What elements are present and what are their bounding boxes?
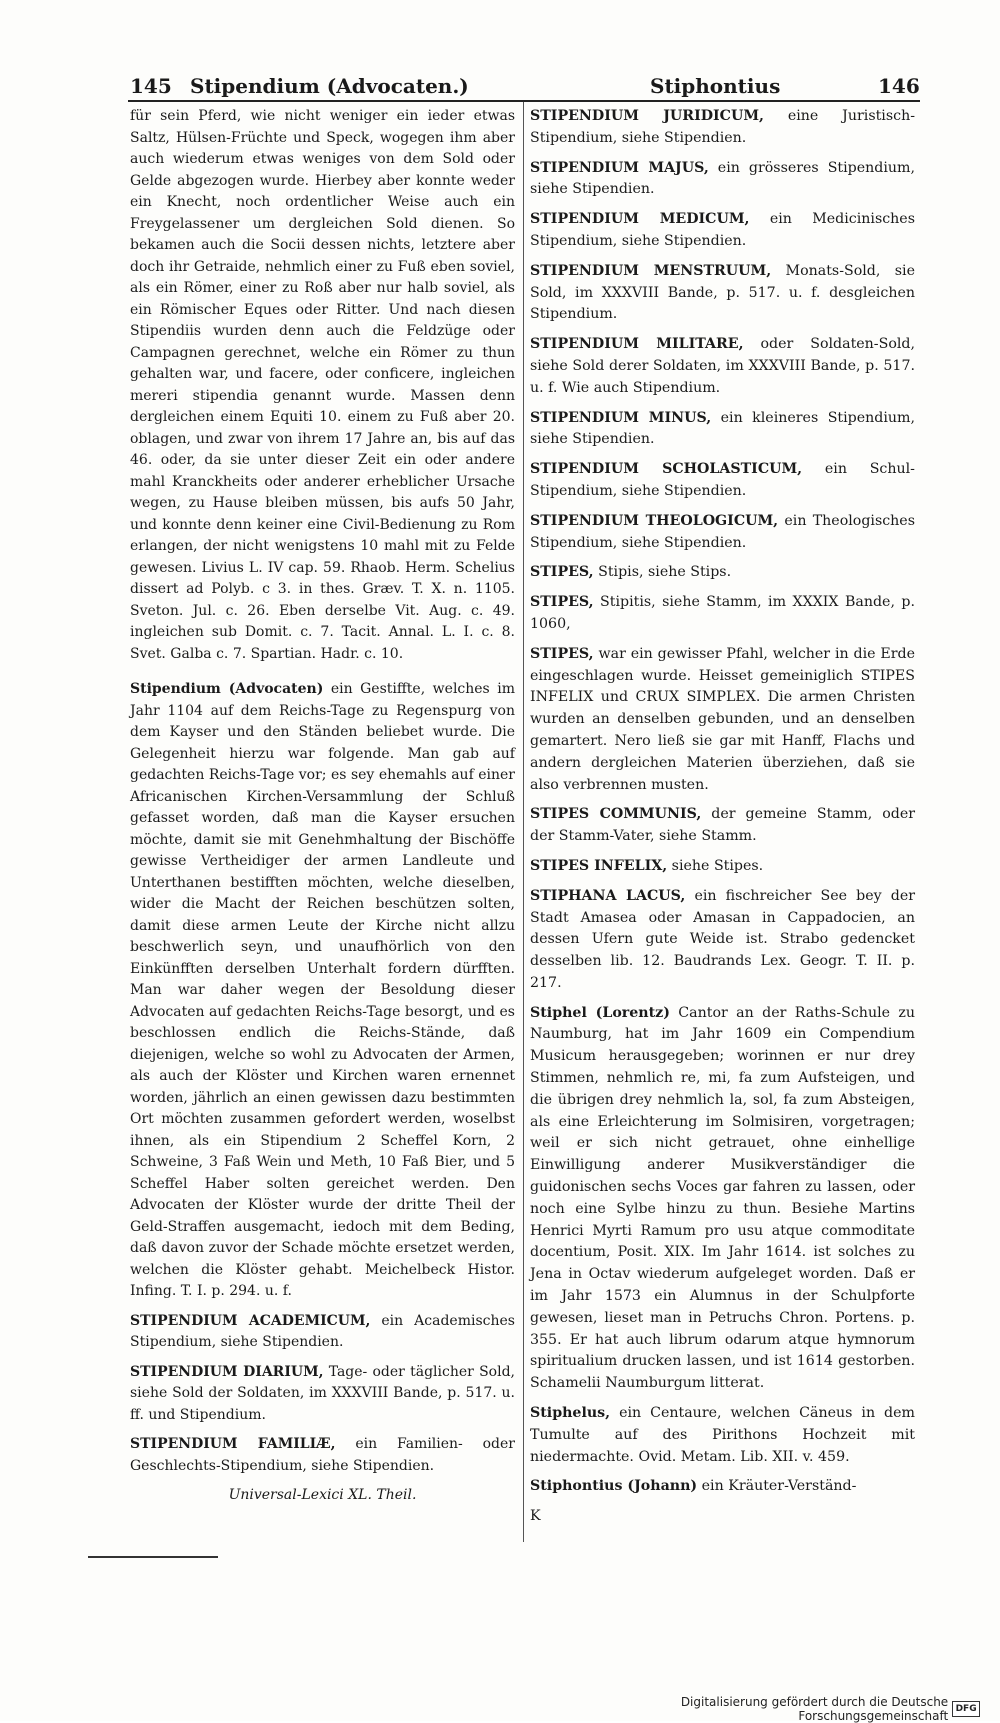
entry — [530, 592, 915, 636]
page-number-left: 145 — [130, 74, 172, 98]
catchword: K — [530, 1508, 541, 1525]
entry-head: STIPENDIUM MAJUS, — [530, 159, 709, 176]
entry-text: ein Academisches Stipendium, siehe Stipendien. — [130, 1312, 515, 1350]
entry-text: Cantor an der Raths-Schule zu Naumburg, hat im Jahr 1609 ein Compendium Musicum herausgegeben; worinnen er nur drey Stimmen, nehmlich re, mi, fa zum Aufsteigen, und die übrigen drey nehmlich la, sol, fa zum Absteigen, als eine Erleichterung im Solmisiren, vorgetragen; weil er sich nicht getrauet, ohne einhellige Einwilligung anderer Musikverständiger die guidonischen sechs Voces gar fahren zu lassen, oder noch eine Sylbe hinzu zu thun. Besiehe Martins Henrici Myrti Ramum pro usu atque commoditate docentium, Posit. XIX. Im Jahr 1614. ist solches zu Jena in Octav wiederum aufgeleget worden. Daß er im Jahr 1573 ein Alumnus in der Schulpforte gewesen, lieset man in Petruchs Chron. Portens. p. 355. Er hat auch librum odarum atque hymnorum spiritualium drucken lassen, und ist 1614 gestorben. Schamelii Naumburgum litterat. — [530, 1004, 915, 1392]
entry-text: ein Schul-Stipendium, siehe Stipendien. — [530, 461, 915, 499]
entry — [530, 459, 915, 503]
entry-head: STIPES COMMUNIS, — [530, 806, 702, 823]
entry-head: Stiphelus, — [530, 1405, 611, 1422]
entry-text: ein Gestiffte, welches im Jahr 1104 auf dem Reichs-Tage zu Regenspurg von dem Kayser und den Ständen beliebet wurde. Die Gelegenheit hierzu war folgende. Man gab auf gedachten Reichs-Tage vor; es sey ehemahls auf einer Africanischen Kirchen-Versammlung der Schluß gefasset worden, daß man die Kayser ersuchen möchte, damit sie mit Genehmhaltung der Bischöffe gewisse Vertheidiger der armen Landleute und Unterthanen bestifften möchten, welche dieselben, wider die Macht der Reichen beschützen solten, damit diese armen Leute der Kirche nicht allzu beschwerlich seyn, und unaufhörlich von den Einkünfften derselben Unterhalt fordern dürfften. Man war daher wegen der Besoldung dieser Advocaten auf gedachten Reichs-Tage besorgt, und es beschlossen endlich die Reichs-Stände, daß diejenigen, welche so wohl zu Advocaten der Armen, als auch der Klöster und Kirchen waren ernennet worden, jährlich an einen gewissen dazu bestimmten Ort möchten zusammen gefordert werden, woselbst ihnen, als ein Stipendium 2 Scheffel Korn, 2 Schweine, 3 Faß Wein und Meth, 10 Faß Bier, und 5 Scheffel Haber solten gereichet werden. Den Advocaten der Klöster wurde der dritte Theil der Geld-Straffen ausgemacht, iedoch mit dem Beding, daß davon zuvor der Schade möchte ersetzet werden, welchen die Klöster gehabt. Meichelbeck Histor. Infing. T. I. p. 294. u. f. — [130, 681, 515, 1299]
entry — [530, 562, 915, 584]
entry — [130, 1311, 515, 1354]
entry — [530, 856, 915, 878]
entry — [530, 209, 915, 253]
entry-head: STIPENDIUM ACADEMICUM, — [130, 1312, 371, 1329]
entry-text: ein grösseres Stipendium, siehe Stipendien. — [530, 159, 915, 198]
entry-text: ein Medicinisches Stipendium, siehe Stipendien. — [530, 211, 915, 249]
entry-head: STIPENDIUM SCHOLASTICUM, — [530, 461, 803, 478]
entry-head: STIPES INFELIX, — [530, 857, 668, 874]
entry — [530, 1403, 915, 1468]
entry — [530, 261, 915, 326]
entry-text: Monats-Sold, sie Sold, im XXXVIII Bande, p. 517. u. f. desgleichen Stipendium. — [530, 262, 915, 323]
credit-text: Digitalisierung gefördert durch die Deutsche Forschungsgemeinschaft — [680, 1695, 949, 1723]
right-column — [530, 106, 915, 1528]
entry-head: STIPENDIUM FAMILIÆ, — [130, 1436, 336, 1452]
entry — [530, 158, 915, 202]
continuation-text: für sein Pferd, wie nicht weniger ein ieder etwas Saltz, Hülsen-Früchte und Speck, wogegen ihm aber auch wiederum etwas weniges von dem Sold oder Gelde abgezogen wurde. Hierbey aber konnte weder ein Knecht, noch ordentlicher Weise auch ein Freygelassener um dergleichen Sold dienen. So bekamen auch die Socii dessen nichts, letztere aber doch ihr Getraide, nehmlich einer zu Fuß eben soviel, als ein Römer, einer zu Roß aber nur halb soviel, als ein Römischer Eques oder Ritter. Und nach diesen Stipendiis wurden denn auch die Feldzüge oder Campagnen gerechnet, welche ein Römer zu thun gehalten war, und facere, oder conficere, ingleichen mereri stipendia genannt wurde. Massen denn dergleichen einem Equiti 10. einem zu Fuß aber 20. oblagen, und zwar von ihrem 17 Jahre an, bis auf das 46. oder, da sie unter dieser Zeit ein oder andere mahl Kranckheits oder anderer erheblicher Ursache wegen, zu Hause bleiben müssen, bis aufs 50 Jahr, und konnte denn keiner eine Civil-Bedienung zu Rom erlangen, der nicht wenigstens 10 mahl mit zu Felde gewesen. Livius L. IV cap. 59. Rhaob. Herm. Schelius dissert ad Polyb. c 3. in thes. Græv. T. X. n. 1105. Sveton. Jul. c. 26. Eben derselbe Vit. Aug. c. 49. ingleichen sub Domit. c. 7. Tacit. Annal. L. I. c. 8. Svet. Galba c. 7. Spartian. Hadr. c. 10. — [130, 108, 515, 662]
entry-text: ein kleineres Stipendium, siehe Stipendien. — [530, 409, 915, 448]
page-number-right: 146 — [878, 74, 920, 98]
header-title-right: Stiphontius — [650, 74, 781, 98]
entry — [530, 804, 915, 848]
entry-head: STIPES, — [530, 594, 594, 611]
column-divider — [523, 102, 524, 1542]
entry-text: war ein gewisser Pfahl, welcher in die Erde eingeschlagen wurde. Heisset gemeiniglich STIPES INFELIX und CRUX SIMPLEX. Die armen Christen wurden an denselben gebunden, und an denselben gemartert. Nero ließ sie gar mit Hanff, Flachs und andern dergleichen Materien überziehen, daß sie also verbrennen musten. — [530, 645, 915, 793]
bottom-rule — [88, 1556, 218, 1558]
entry — [530, 511, 915, 555]
entry-head: STIPENDIUM MINUS, — [530, 409, 712, 426]
entry — [530, 1476, 915, 1498]
entry — [530, 106, 915, 150]
entry — [530, 408, 915, 452]
entry-head: STIPES, — [530, 645, 594, 662]
entry-text: Tage- oder täglicher Sold, siehe Sold der Soldaten, im XXXVIII Bande, p. 517. u. ff. und Stipendium. — [130, 1363, 515, 1423]
entry-text: eine Juristisch-Stipendium, siehe Stipendien. — [530, 108, 915, 146]
header-title-left: Stipendium (Advocaten.) — [190, 74, 469, 98]
entry — [130, 1434, 515, 1477]
entry-text: ein Centaure, welchen Cäneus in dem Tumulte auf des Pirithons Hochzeit mit niedermachte. Ovid. Metam. Lib. XII. v. 459. — [530, 1405, 915, 1465]
entry-text: Stipis, siehe Stips. — [593, 564, 732, 581]
entry-head: STIPHANA LACUS, — [530, 887, 686, 904]
dfg-logo: DFG — [952, 1701, 980, 1717]
entry-head: STIPENDIUM MENSTRUUM, — [530, 262, 772, 279]
entry-text: ein fischreicher See bey der Stadt Amasea oder Amasan in Cappadocien, an dessen Ufern gute Weide ist. Strabo gedencket desselben lib. 12. Baudrands Lex. Geogr. T. II. p. 217. — [530, 887, 915, 991]
entry — [130, 1362, 515, 1427]
entry-head: Stiphontius (Johann) — [530, 1478, 698, 1495]
entry-text: oder Soldaten-Sold, siehe Sold derer Soldaten, im XXXVIII Bande, p. 517. u. f. Wie auch Stipendium. — [530, 336, 915, 396]
entry — [530, 1003, 915, 1395]
entry-head: STIPENDIUM MILITARE, — [530, 336, 744, 353]
entry-head: STIPENDIUM MEDICUM, — [530, 211, 750, 228]
header-rule — [128, 100, 920, 102]
volume-footer: Universal-Lexici XL. Theil. — [228, 1487, 417, 1503]
entry-head: STIPENDIUM JURIDICUM, — [530, 108, 764, 124]
digitization-credit — [560, 1695, 980, 1723]
entry-text: ein Theologisches Stipendium, siehe Stipendien. — [530, 512, 915, 551]
entry-text: der gemeine Stamm, oder der Stamm-Vater, siehe Stamm. — [530, 806, 916, 845]
entry-text: ein Kräuter-Verständ- — [697, 1478, 857, 1495]
entry-head: Stipendium (Advocaten) — [130, 681, 324, 697]
entry — [530, 886, 915, 995]
entry-head: STIPENDIUM DIARIUM, — [130, 1363, 324, 1380]
entry-head: STIPENDIUM THEOLOGICUM, — [530, 512, 779, 529]
entry-head: Stiphel (Lorentz) — [530, 1004, 670, 1021]
entry-text: ein Familien- oder Geschlechts-Stipendium, siehe Stipendien. — [130, 1436, 515, 1474]
entry — [530, 644, 915, 797]
entry — [530, 334, 915, 399]
entry-head: STIPES, — [530, 564, 594, 581]
entry — [130, 679, 515, 1303]
left-column — [130, 106, 515, 1507]
entry-text: siehe Stipes. — [667, 857, 764, 874]
entry-text: Stipitis, siehe Stamm, im XXXIX Bande, p. 1060, — [530, 594, 915, 632]
